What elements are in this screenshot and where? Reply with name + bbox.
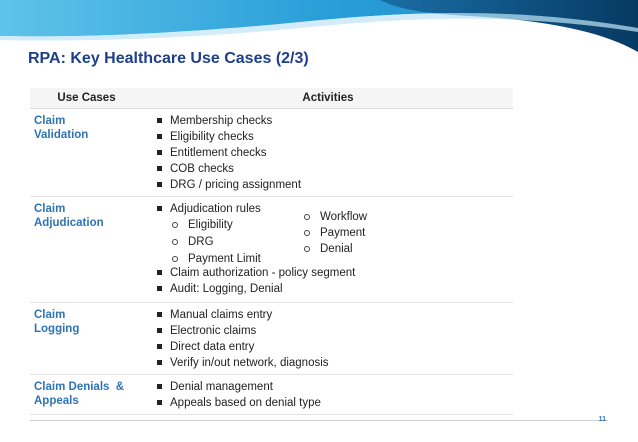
table-row — [30, 374, 513, 414]
list-item: Entitlement checks — [147, 145, 509, 161]
list-item: Denial management — [147, 379, 509, 395]
list-item: Direct data entry — [147, 339, 509, 355]
list-item: Manual claims entry — [147, 307, 509, 323]
sub-list-item: Eligibility — [170, 217, 261, 233]
table-row — [30, 108, 513, 196]
list-item: Verify in/out network, diagnosis — [147, 355, 509, 371]
list-item: DRG / pricing assignment — [147, 177, 509, 193]
sub-list-item: Payment Limit — [170, 251, 261, 267]
use-case-name: Claim Validation — [30, 108, 143, 196]
list-item: Eligibility checks — [147, 129, 509, 145]
list-item: Electronic claims — [147, 323, 509, 339]
activities-cell — [143, 108, 513, 196]
use-cases-table — [30, 88, 513, 415]
header-use-cases: Use Cases — [30, 88, 143, 108]
sub-list-item: DRG — [170, 234, 261, 250]
page-number: 11 — [598, 416, 606, 423]
use-case-name: Claim Adjudication — [30, 196, 143, 302]
footer-divider — [30, 420, 608, 421]
slide-title: RPA: Key Healthcare Use Cases (2/3) — [28, 50, 309, 67]
header-activities: Activities — [143, 88, 513, 108]
use-case-name: Claim Logging — [30, 302, 143, 374]
sub-list-item: Payment — [302, 225, 367, 241]
use-case-name: Claim Denials & Appeals — [30, 374, 143, 414]
list-item: Appeals based on denial type — [147, 395, 509, 411]
table-row — [30, 302, 513, 374]
list-item: Membership checks — [147, 113, 509, 129]
list-item: Audit: Logging, Denial — [147, 281, 509, 297]
list-item: Adjudication rules — [147, 201, 509, 217]
activities-cell — [143, 374, 513, 414]
sub-list-item: Workflow — [302, 209, 367, 225]
table-row — [30, 196, 513, 302]
sub-list-item: Denial — [302, 241, 367, 257]
activities-cell — [143, 302, 513, 374]
list-item: COB checks — [147, 161, 509, 177]
activities-cell — [143, 196, 513, 302]
table-header-row — [30, 88, 513, 108]
list-item: Claim authorization - policy segment — [147, 265, 509, 281]
